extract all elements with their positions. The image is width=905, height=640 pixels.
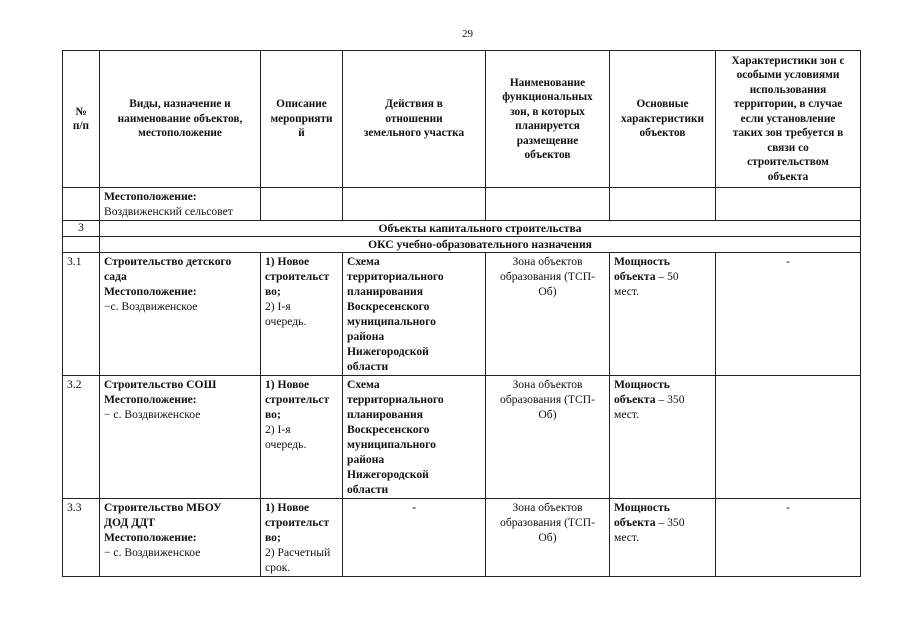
header-text-line: № [75,105,87,118]
action-line: планирования [347,408,423,421]
zone-line: Об) [538,285,557,298]
actions-cell [343,499,486,577]
header-text-line: размещение [516,134,579,147]
header-text-line: отношении [385,112,443,125]
header-text-line: Действия в [385,98,443,111]
header-text-line: планируется [515,120,580,132]
action-line: Схема [347,255,380,268]
action-line: Воскресенского [347,423,430,436]
subsection-title: ОКС учебно-образовательного назначения [100,237,861,253]
zone-line: Зона объектов [512,378,583,391]
action-line: муниципального [347,438,436,451]
description-line: строительст [265,393,330,406]
header-characteristics [610,51,716,188]
description-cell [261,376,343,499]
special-zones-cell: - [716,499,861,577]
special-zones-cell [716,376,861,499]
header-special-zones [716,51,861,188]
description-line: очередь. [265,438,307,451]
actions-cell [343,253,486,376]
zone-line: Об) [538,408,557,421]
action-line: территориального [347,270,444,283]
zone-line: Об) [538,531,557,544]
object-name-cell [100,376,261,499]
characteristic-line: Мощность [614,501,670,514]
header-description [261,51,343,188]
header-text-line: связи со [767,141,809,154]
characteristic-line: Мощность [614,255,670,268]
object-name-line: ДОД ДДТ [104,516,155,529]
header-number [63,51,100,188]
description-line: срок. [265,561,291,574]
header-text-line: объектов [639,127,686,140]
object-name-line: сада [104,270,127,283]
header-text-line: если установление [740,112,836,125]
location-value: Воздвиженский сельсовет [104,205,233,218]
header-text-line: характеристики [620,112,705,125]
special-zones-cell: - [716,253,861,376]
action-line: планирования [347,285,423,298]
header-text-line: территории, в случае [733,98,843,111]
page-number: 29 [462,28,473,40]
header-text-line: наименование объектов, [117,112,243,125]
header-text-line: Виды, назначение и [129,98,231,111]
table-row [63,499,861,577]
location-value: − с. Воздвиженское [104,546,201,559]
action-line: Воскресенского [347,300,430,313]
location-label: Местоположение: [104,531,197,544]
characteristic-line: объекта – 50 [614,270,679,283]
description-line: очередь. [265,315,307,328]
characteristics-cell [610,376,716,499]
header-text-line: мероприяти [270,112,333,125]
action-line: Нижегородской [347,468,429,481]
object-name-line: Строительство детского [104,255,232,268]
header-text-line: местоположение [138,127,222,140]
header-text-line: использования [749,83,827,96]
zone-cell [486,376,610,499]
table-row [63,376,861,499]
characteristic-line: объекта – 350 [614,516,685,529]
characteristics-cell [610,253,716,376]
header-text-line: объектов [524,149,571,161]
row-number: 3.1 [63,253,100,376]
characteristic-line: мест. [614,285,640,298]
action-line: территориального [347,393,444,406]
header-text-line: Характеристики зон с [731,54,845,67]
action-line: Схема [347,378,380,391]
action-line: - [412,501,416,514]
row-number: 3.3 [63,499,100,577]
header-actions [343,51,486,188]
location-label: Местоположение: [104,285,197,298]
header-text-line: особыми условиями [736,69,840,82]
action-line: района [347,453,385,466]
location-value: − с. Воздвиженское [104,408,201,421]
header-text-line: й [298,127,305,140]
characteristic-line: объекта – 350 [614,393,685,406]
zone-line: Зона объектов [512,255,583,268]
subsection-row [63,237,861,253]
header-text-line: строительством [747,156,829,169]
actions-cell [343,376,486,499]
header-text-line: объекта [767,170,809,183]
object-name-line: Строительство МБОУ [104,501,222,514]
description-line: 2) I-я [265,300,291,313]
description-line: 1) Новое [265,255,310,268]
header-text-line: земельного участка [363,127,465,140]
zone-line: образования (ТСП- [500,270,595,283]
description-line: во; [265,531,281,544]
zone-line: образования (ТСП- [500,393,595,406]
object-name-line: Строительство СОШ [104,378,217,391]
location-label: Местоположение: [104,393,197,406]
zone-line: образования (ТСП- [500,516,595,529]
description-line: 2) Расчетный [265,546,331,559]
action-line: области [347,483,389,496]
object-name-cell [100,499,261,577]
description-line: 1) Новое [265,501,310,514]
description-line: 1) Новое [265,378,310,391]
header-text-line: зон, в которых [510,105,585,118]
description-line: 2) I-я [265,423,291,436]
header-object-name [100,51,261,188]
characteristic-line: Мощность [614,378,670,391]
row-number: 3.2 [63,376,100,499]
description-cell [261,253,343,376]
section-title: Объекты капитального строительства [100,221,861,237]
description-line: строительст [265,516,330,529]
action-line: муниципального [347,315,436,328]
table-row [63,253,861,376]
action-line: района [347,330,385,343]
action-line: области [347,360,389,373]
section-row [63,221,861,237]
header-text-line: функциональных [502,91,593,103]
description-line: во; [265,285,281,298]
location-label: Местоположение: [104,190,197,203]
description-line: строительст [265,270,330,283]
header-zones [486,51,610,188]
object-name-cell [100,253,261,376]
header-text-line: Описание [276,98,327,111]
continuation-row [63,188,861,221]
section-number: 3 [63,221,100,237]
header-text-line: Наименование [509,76,586,89]
header-text-line: Основные [636,98,689,111]
action-line: Нижегородской [347,345,429,358]
zone-cell [486,253,610,376]
objects-table [62,50,861,577]
table-header-row [63,51,861,188]
header-text-line: п/п [72,120,90,132]
zone-cell [486,499,610,577]
header-text-line: таких зон требуется в [732,127,844,140]
zone-line: Зона объектов [512,501,583,514]
characteristics-cell [610,499,716,577]
location-value: −с. Воздвиженское [104,300,198,313]
characteristic-line: мест. [614,408,640,421]
characteristic-line: мест. [614,531,640,544]
description-line: во; [265,408,281,421]
description-cell [261,499,343,577]
